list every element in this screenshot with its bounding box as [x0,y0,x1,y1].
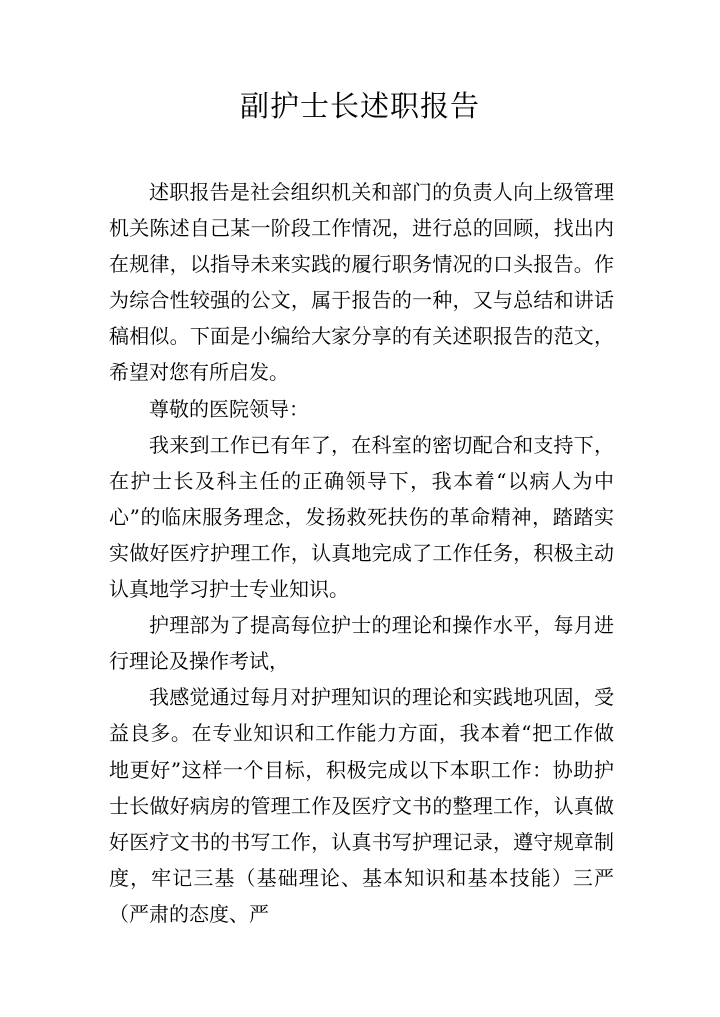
body-paragraph: 我来到工作已有年了，在科室的密切配合和支持下，在护士长及科主任的正确领导下，我本着“以病人为中心”的临床服务理念，发扬救死扶伤的革命精神，踏踏实实做好医疗护理工作，认真地完成了工作任务，积极主动认真地学习护士专业知识。 [109,432,614,602]
document-title: 副护士长述职报告 [239,89,480,123]
body-paragraph: 我感觉通过每月对护理知识的理论和实践地巩固，受益良多。在专业知识和工作能力方面，我本着“把工作做地更好”这样一个目标，积极完成以下本职工作：协助护士长做好病房的管理工作及医疗文书的整理工作，认真做好医疗文书的书写工作，认真书写护理记录，遵守规章制度，牢记三基（基础理论、基本知识和基本技能）三严（严肃的态度、严 [109,685,614,926]
salutation: 尊敬的医院领导： [149,396,309,421]
document-body [109,174,614,932]
body-paragraph: 护理部为了提高每位护士的理论和操作水平，每月进行理论及操作考试， [109,613,614,674]
intro-paragraph: 述职报告是社会组织机关和部门的负责人向上级管理机关陈述自己某一阶段工作情况，进行总的回顾，找出内在规律，以指导未来实践的履行职务情况的口头报告。作为综合性较强的公文，属于报告的一种，又与总结和讲话稿相似。下面是小编给大家分享的有关述职报告的范文，希望对您有所启发。 [109,180,614,385]
